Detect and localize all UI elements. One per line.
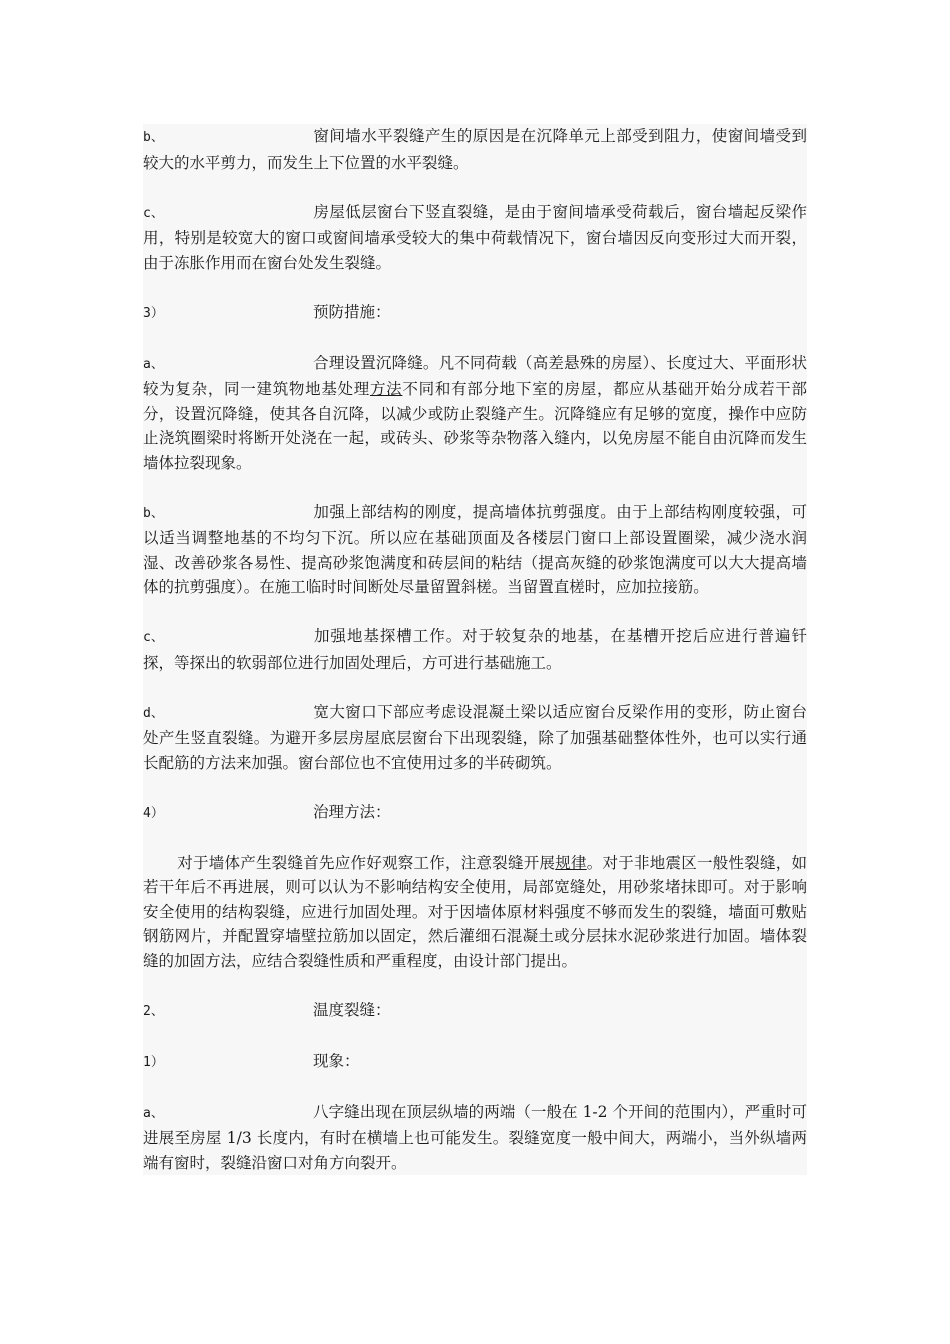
paragraph-d-window-beam [143, 700, 807, 776]
section-title: 现象： [313, 1051, 360, 1070]
paragraph-b-rigidity [143, 500, 807, 600]
paragraph-text: 对于墙体产生裂缝首先应作好观察工作，注意裂缝开展 [177, 853, 556, 872]
paragraph-text: 房屋低层窗台下竖直裂缝，是由于窗间墙承受荷载后，窗台墙起反梁作用，特别是较宽大的窗口或窗间墙承受较大的集中荷载情况下，窗台墙因反向变形过大而开裂，由于冻胀作用而在窗台处发生裂缝。 [143, 202, 807, 272]
paragraph-text: 合理设置沉降缝。凡不同荷载（高差悬殊的房屋）、长度过大、平面形状较为复杂，同一建筑物地基处理 [143, 353, 807, 398]
section-title: 温度裂缝： [313, 1000, 391, 1019]
item-label: d、 [143, 705, 164, 721]
method-link[interactable]: 方法 [369, 380, 403, 398]
paragraph-b-horizontal-cracks [143, 124, 807, 175]
item-label: b、 [143, 505, 164, 521]
paragraph-c-vertical-cracks [143, 200, 807, 276]
item-label: c、 [143, 205, 164, 221]
heading-temperature-cracks [143, 998, 807, 1025]
section-number: 1） [143, 1054, 164, 1070]
paragraph-c-foundation-probe [143, 624, 807, 675]
paragraph-a-settlement-joint [143, 351, 807, 476]
paragraph-text: 。对于非地震区一般性裂缝，如若干年后不再进展，则可以认为不影响结构安全使用，局部宽缝处，用砂浆堵抹即可。对于影响安全使用的结构裂缝，应进行加固处理。对于因墙体原材料强度不够而发生的裂缝，墙面可敷贴钢筋网片，并配置穿墙壁拉筋加以固定，然后灌细石混凝土或分层抹水泥砂浆进行加固。墙体裂缝的加固方法，应结合裂缝性质和严重程度，由设计部门提出。 [143, 853, 807, 970]
heading-treatment [143, 800, 807, 827]
item-label: b、 [143, 130, 164, 145]
paragraph-text: 不同和有部分地下室的房屋，都应从基础开始分成若干部分，设置沉降缝，使其各自沉降，以减少或防止裂缝产生。沉降缝应有足够的宽度，操作中应防止浇筑圈梁时将断开处浇在一起，或砖头、砂浆等杂物落入缝内，以免房屋不能自由沉降而发生墙体拉裂现象。 [143, 380, 807, 472]
pattern-link[interactable]: 规律 [555, 853, 587, 872]
paragraph-treatment-body [143, 851, 807, 974]
item-label: a、 [143, 356, 164, 372]
paragraph-text: 加强上部结构的刚度，提高墙体抗剪强度。由于上部结构刚度较强，可以适当调整地基的不均匀下沉。所以应在基础顶面及各楼层门窗口上部设置圈梁，减少浇水润湿、改善砂浆各易性、提高砂浆饱满度和砖层间的粘结（提高灰缝的砂浆饱满度可以大大提高墙体的抗剪强度）。在施工临时时间断处尽量留置斜槎。当留置直槎时，应加拉接筋。 [143, 502, 807, 596]
paragraph-a-eight-shaped-crack [143, 1100, 807, 1176]
heading-phenomenon [143, 1049, 807, 1076]
paragraph-text: 窗间墙水平裂缝产生的原因是在沉降单元上部受到阻力，使窗间墙受到较大的水平剪力，而发生上下位置的水平裂缝。 [143, 127, 807, 172]
item-label: c、 [143, 630, 164, 645]
section-title: 治理方法： [313, 802, 391, 821]
paragraph-text: 宽大窗口下部应考虑设混凝土梁以适应窗台反梁作用的变形，防止窗台处产生竖直裂缝。为避开多层房屋底层窗台下出现裂缝，除了加强基础整体性外，也可以实行通长配筋的方法来加强。窗台部位也不宜使用过多的半砖砌筑。 [143, 702, 807, 772]
document-body [143, 124, 807, 1175]
item-label: a、 [143, 1105, 164, 1121]
section-number: 2、 [143, 1003, 164, 1019]
section-number: 4） [143, 805, 164, 821]
section-title: 预防措施： [313, 302, 391, 321]
section-number: 3） [143, 305, 164, 321]
heading-prevention [143, 300, 807, 327]
paragraph-text: 加强地基探槽工作。对于较复杂的地基，在基槽开挖后应进行普遍钎探，等探出的软弱部位进行加固处理后，方可进行基础施工。 [143, 627, 807, 672]
paragraph-text: 八字缝出现在顶层纵墙的两端（一般在 1-2 个开间的范围内），严重时可进展至房屋 1/3 长度内，有时在横墙上也可能发生。裂缝宽度一般中间大，两端小，当外纵墙两端有窗时，裂缝沿窗口对角方向裂开。 [143, 1102, 807, 1172]
